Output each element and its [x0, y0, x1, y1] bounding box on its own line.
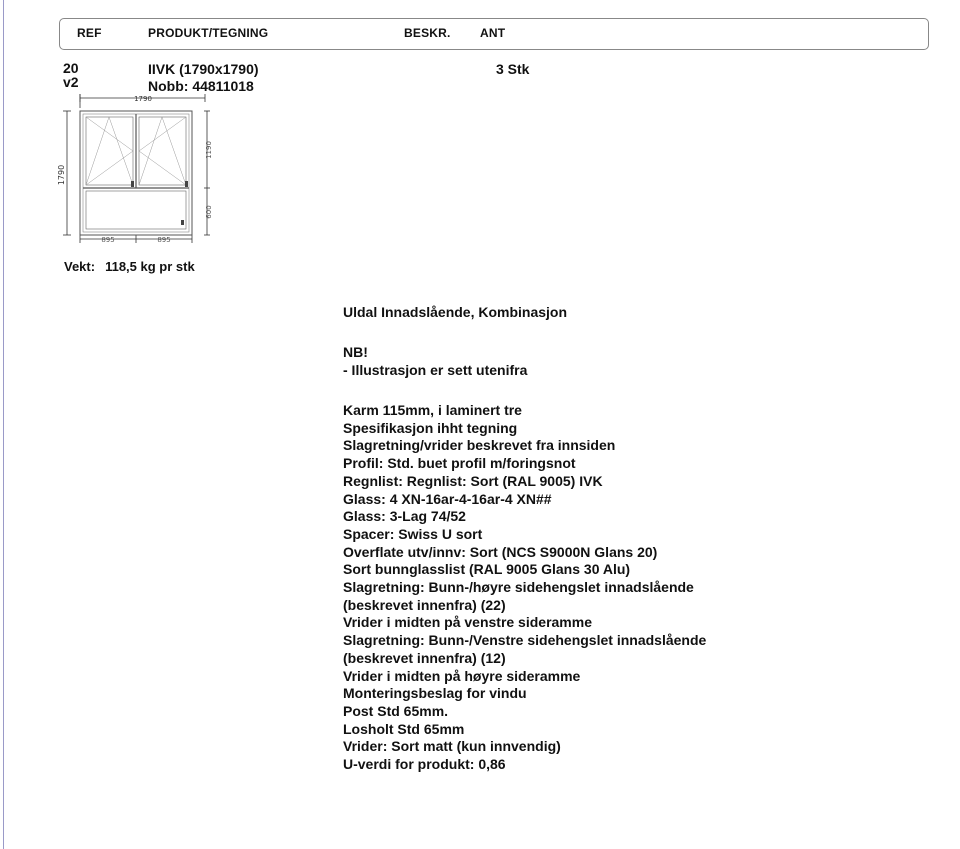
spec-list	[343, 402, 706, 774]
spec-line: Vrider i midten på høyre sideramme	[343, 667, 581, 684]
dim-right-top: 1190	[205, 141, 213, 159]
spec-line: Overflate utv/innv: Sort (NCS S9000N Glans 20)	[343, 543, 658, 560]
dim-height: 1790	[57, 164, 66, 186]
spec-line: (beskrevet innenfra) (12)	[343, 649, 506, 666]
product-name: IIVK (1790x1790)	[148, 61, 259, 77]
spec-line: Vrider i midten på venstre sideramme	[343, 614, 592, 631]
spec-line: Spesifikasjon ihht tegning	[343, 419, 518, 436]
item-version: v2	[63, 74, 79, 90]
spec-line: Spacer: Swiss U sort	[343, 525, 483, 542]
spec-line: Losholt Std 65mm	[343, 720, 465, 737]
spec-line: Sort bunnglasslist (RAL 9005 Glans 30 Alu)	[343, 561, 631, 578]
spec-line: (beskrevet innenfra) (22)	[343, 596, 506, 613]
weight-label: Vekt:	[64, 259, 96, 274]
item-ref: 20	[63, 60, 79, 76]
weight-row	[64, 259, 195, 274]
spec-line: U-verdi for produkt: 0,86	[343, 756, 506, 773]
description-title: Uldal Innadslående, Kombinasjon	[343, 304, 568, 320]
header-ref: REF	[77, 26, 102, 40]
spec-line: Slagretning: Bunn-/høyre sidehengslet innadslående	[343, 579, 694, 596]
spec-line: Glass: 3-Lag 74/52	[343, 508, 466, 525]
spec-line: Karm 115mm, i laminert tre	[343, 402, 522, 418]
spec-line: Monteringsbeslag for vindu	[343, 685, 527, 702]
dim-bottom-right: 895	[157, 236, 171, 244]
nb-heading: NB!	[343, 344, 368, 360]
header-product: PRODUKT/TEGNING	[148, 26, 269, 40]
header-quantity: ANT	[480, 26, 506, 40]
dim-width: 1790	[134, 95, 152, 103]
spec-line: Regnlist: Regnlist: Sort (RAL 9005) IVK	[343, 472, 603, 489]
dim-right-bottom: 600	[205, 205, 213, 219]
spec-line: Post Std 65mm.	[343, 702, 449, 719]
spec-line: Vrider: Sort matt (kun innvendig)	[343, 738, 561, 755]
product-nobb: Nobb: 44811018	[148, 78, 254, 94]
header-description: BESKR.	[404, 26, 451, 40]
page-left-border	[3, 0, 4, 849]
item-quantity: 3 Stk	[496, 61, 530, 77]
spec-line: Slagretning: Bunn-/Venstre sidehengslet innadslående	[343, 632, 707, 649]
product-block	[148, 61, 259, 95]
dim-bottom-left: 895	[101, 236, 115, 244]
spec-line: Slagretning/vrider beskrevet fra innsiden	[343, 437, 616, 454]
nb-note	[343, 344, 527, 379]
spec-line: Glass: 4 XN-16ar-4-16ar-4 XN##	[343, 490, 552, 507]
nb-text: - Illustrasjon er sett utenifra	[343, 361, 528, 378]
window-drawing	[55, 92, 225, 250]
spec-line: Profil: Std. buet profil m/foringsnot	[343, 455, 576, 472]
weight-value: 118,5 kg pr stk	[105, 259, 195, 274]
